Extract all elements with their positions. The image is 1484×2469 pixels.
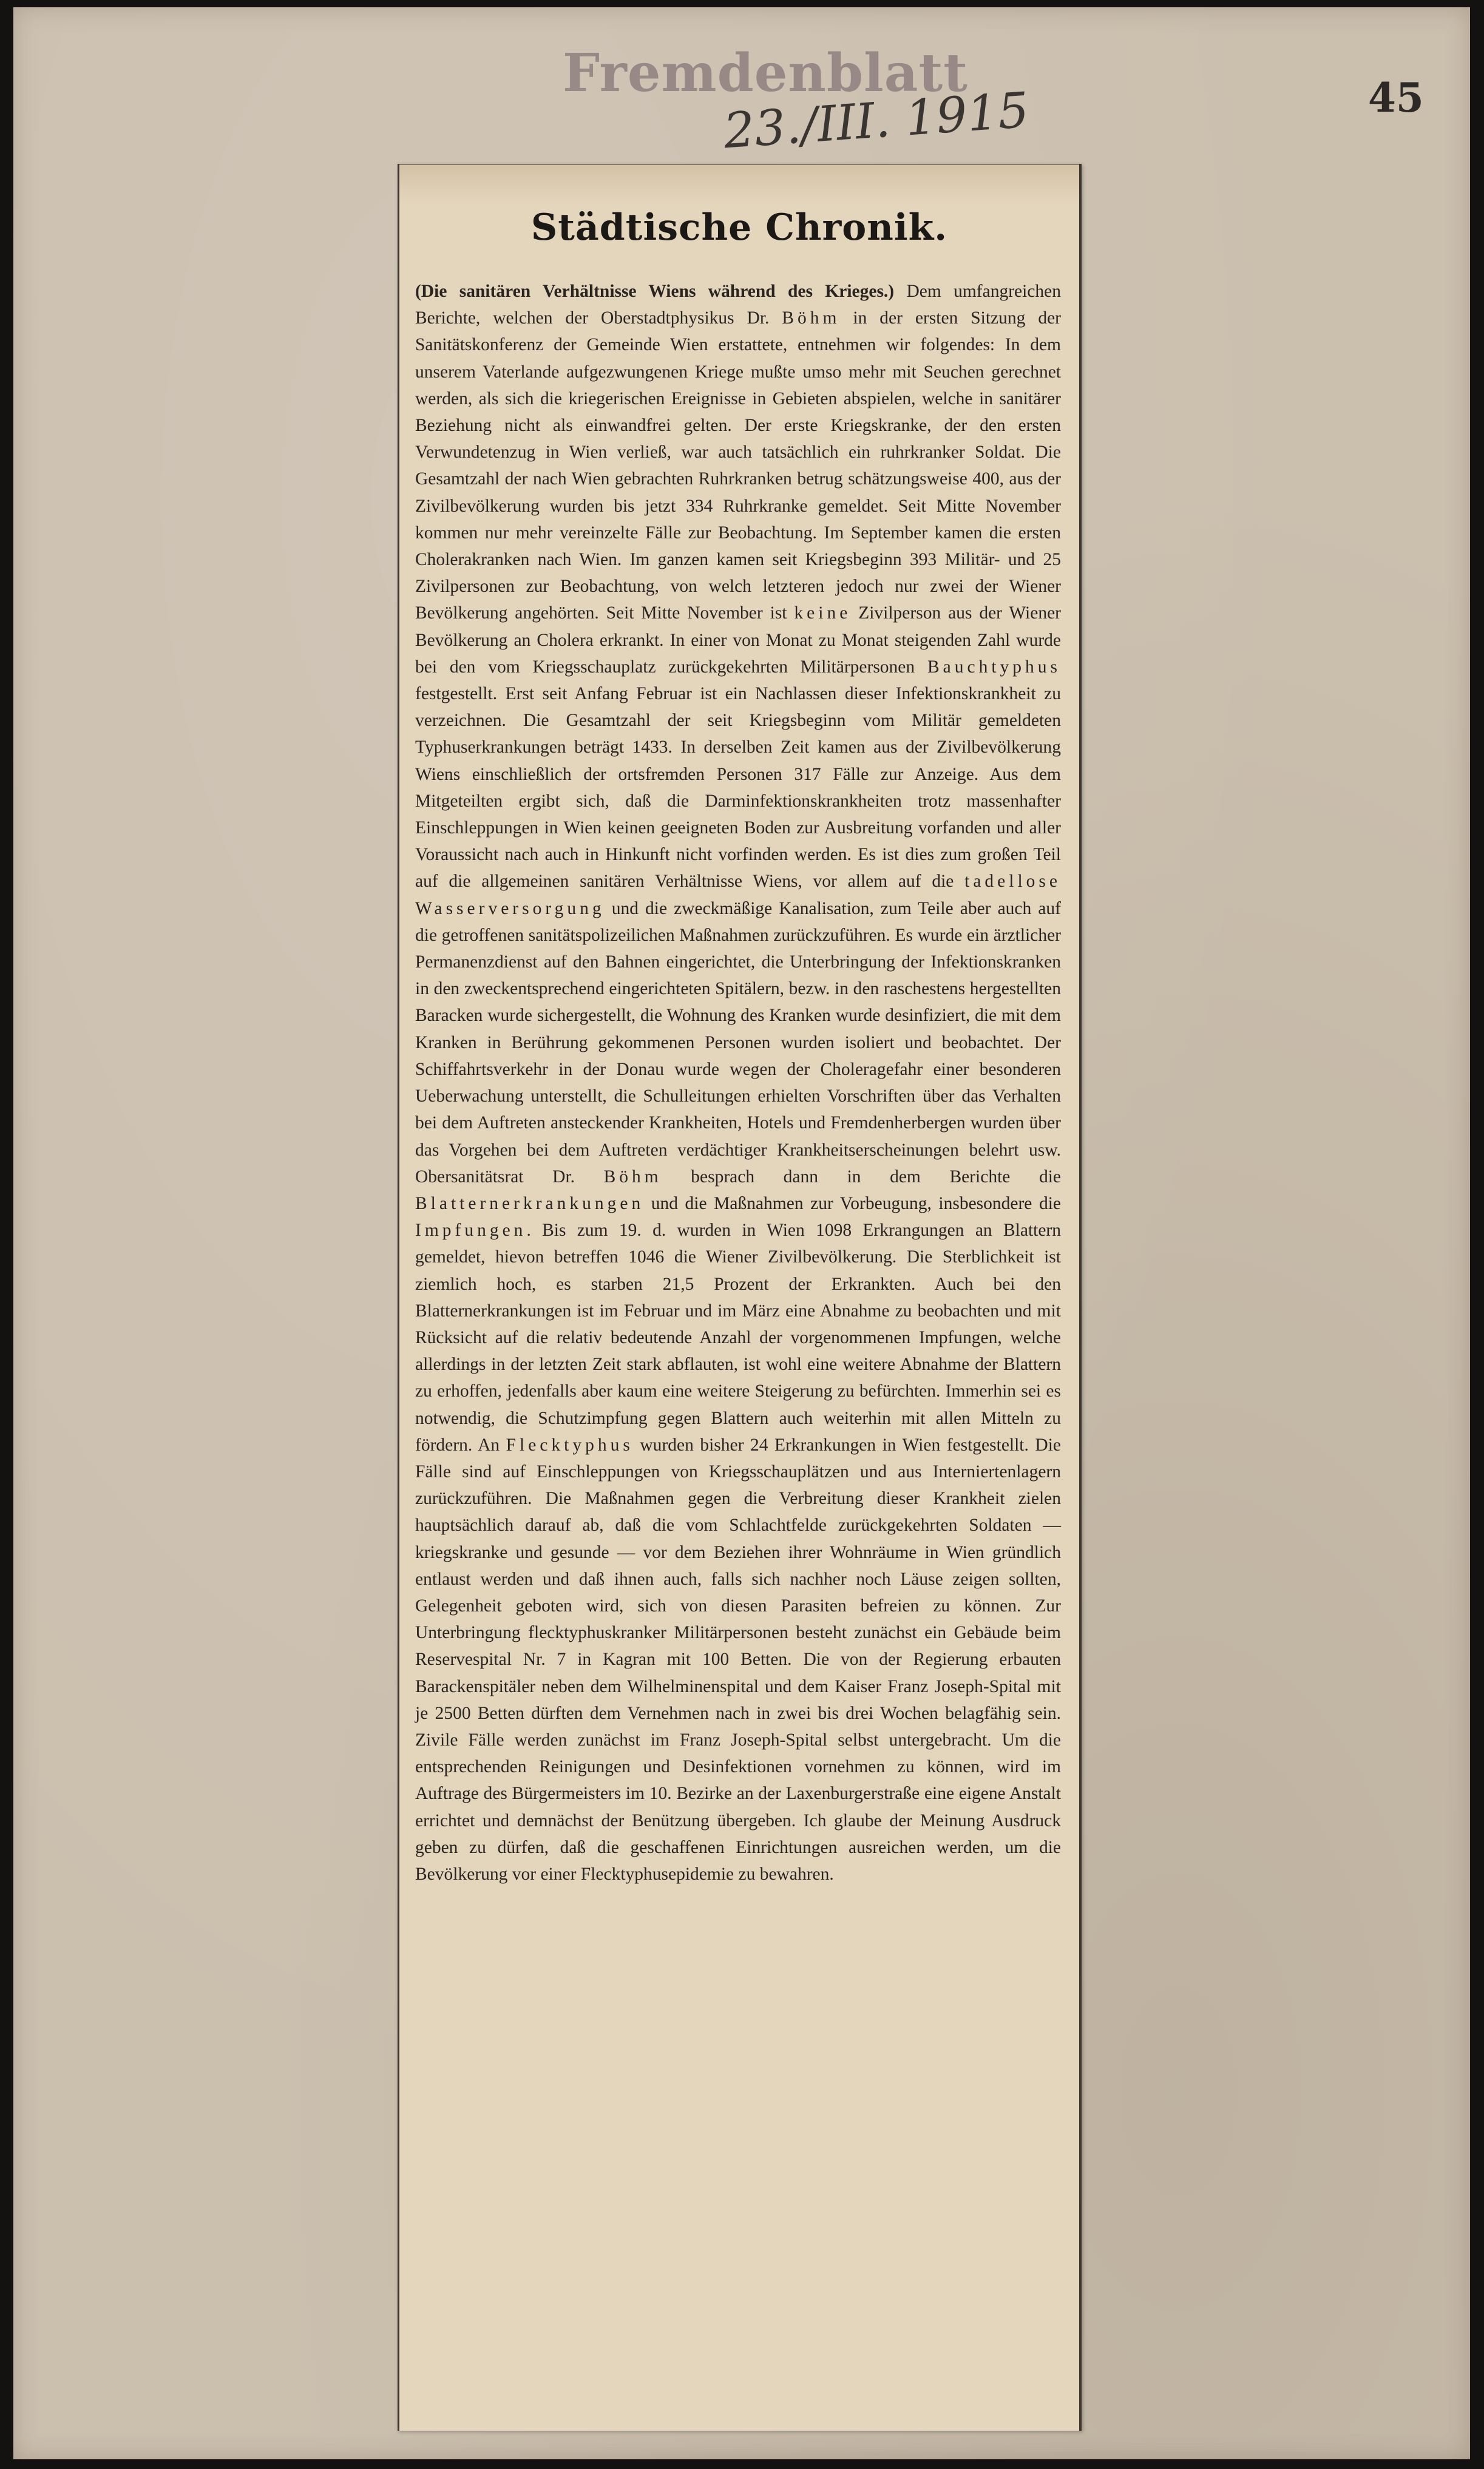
article-body-segment: festgestellt. Erst seit Anfang Februar ist ein Nachlassen dieser Infektionskrankheit zu verzeichnen. Die Gesamtzahl der seit Kriegsbeginn vom Militär gemeldeten Typhuserkrankungen beträgt 1433. In derselben Zeit kamen aus der Zivilbevölkerung Wiens einschließlich der ortsfremden Personen 317 Fälle zur Anzeige. Aus dem Mitgeteilten ergibt sich, daß die Darminfektionskrankheiten trotz massenhafter Einschleppungen in Wien keinen geeigneten Boden zur Ausbreitung vorfanden und aller Voraussicht nach auch in Hinkunft nicht vorfinden werden. Es ist dies zum großen Teil auf die allgemeinen sanitären Verhältnisse Wiens, vor allem auf die bbox=[415, 684, 1061, 892]
article-emphasis: Böhm bbox=[603, 1167, 662, 1187]
article-body-segment: in der ersten Sitzung der Sanitätskonferenz der Gemeinde Wien erstattete, entnehmen wir folgendes: In dem unserem Vaterlande aufgezwungenen Kriege mußte umso mehr mit Seuchen gerechnet werden, als sich die kriegerischen Ereignisse in Gebieten abspielen, welche in sanitärer Beziehung nicht als einwandfrei gelten. Der erste Kriegskranke, der den ersten Verwundetenzug in Wien verließ, war auch tatsächlich ein ruhrkranker Soldat. Die Gesamtzahl der nach Wien gebrachten Ruhrkranken betrug schätzungsweise 400, aus der Zivilbevölkerung wurden bis jetzt 334 Ruhrkranke gemeldet. Seit Mitte November kommen nur mehr vereinzelte Fälle zur Beobachtung. Im September kamen die ersten Cholerakranken nach Wien. Im ganzen kamen seit Kriegsbeginn 393 Militär- und 25 Zivilpersonen zur Beobachtung, von welch letzteren jedoch nur zwei der Wiener Bevölkerung angehörten. Seit Mitte November ist bbox=[415, 308, 1061, 623]
article-body-segment: Zivilperson aus der Wiener Bevölkerung an Cholera erkrankt. In einer von Monat zu Monat steigenden Zahl wurde bei den vom Kriegsschauplatz zurückgekehrten Militärpersonen bbox=[415, 603, 1061, 677]
article-emphasis: keine bbox=[794, 603, 852, 623]
article-body-segment: Dem umfangreichen Berichte, welchen der Oberstadtphysikus Dr. bbox=[415, 282, 1062, 328]
article-subheadline: (Die sanitären Verhältnisse Wiens während des Krieges.) bbox=[415, 282, 895, 301]
article-body-segment: und die zweckmäßige Kanalisation, zum Teile aber auch auf die getroffenen sanitätspolizeilichen Maßnahmen zurückzuführen. Es wurde ein ärztlicher Permanenzdienst auf den Bahnen eingerichtet, die Unterbringung der Infektionskranken in den zweckentsprechend eingerichteten Spitälern, bezw. in den raschestens hergestellten Baracken wurde sichergestellt, die Wohnung des Kranken wurde desinfiziert, die mit dem Kranken in Berührung gekommenen Personen wurden isoliert und beobachtet. Der Schiffahrtsverkehr in der Donau wurde wegen der Choleragefahr einer besonderen Ueberwachung unterstellt, die Schulleitungen erhielten Vorschriften über das Verhalten bei dem Auftreten ansteckender Krankheiten, Hotels und Fremdenherbergen wurden über das Vorgehen bei dem Auftreten verdächtiger Krankheitserscheinungen belehrt usw. Obersanitätsrat Dr. bbox=[415, 898, 1061, 1187]
article-text bbox=[415, 278, 1061, 1888]
article-emphasis: Bauchtyphus bbox=[927, 657, 1061, 677]
handwritten-date: 23./III. 1915 bbox=[722, 81, 1031, 160]
article-body-segment: und die Maßnahmen zur Vorbeugung, insbesondere die bbox=[644, 1193, 1061, 1213]
article-body-segment: . Bis zum 19. d. wurden in Wien 1098 Erkrangungen an Blattern gemeldet, hievon betreffen 1046 die Wiener Zivilbevölkerung. Die Sterblichkeit ist ziemlich hoch, es starben 21,5 Prozent der Erkrankten. Auch bei den Blatternerkrankungen ist im Februar und im März eine Abnahme zu beobachten und mit Rücksicht auf die relativ bedeutende Anzahl der vorgenommenen Impfungen, welche allerdings in der letzten Zeit stark abflauten, ist wohl eine weitere Abnahme der Blattern zu erhoffen, jedenfalls aber kaum eine weitere Steigerung zu befürchten. Immerhin sei es notwendig, die Schutzimpfung gegen Blattern auch weiterhin mit allen Mitteln zu fördern. An bbox=[415, 1221, 1061, 1455]
article-emphasis: Flecktyphus bbox=[506, 1435, 634, 1455]
article-emphasis: Impfungen bbox=[415, 1221, 527, 1241]
article-body-segment: besprach dann in dem Berichte die bbox=[662, 1167, 1061, 1187]
article-emphasis: Böhm bbox=[782, 308, 841, 328]
clipping-headline: Städtische Chronik. bbox=[530, 206, 948, 249]
newspaper-clipping bbox=[398, 164, 1082, 2431]
article-emphasis: Blatternerkrankungen bbox=[415, 1193, 645, 1213]
newspaper-stamp: Fremdenblatt bbox=[563, 42, 968, 104]
article-body-segment: wurden bisher 24 Erkrankungen in Wien festgestellt. Die Fälle sind auf Einschleppungen von Kriegsschauplätzen und aus Interniertenlagern zurückzuführen. Die Maßnahmen gegen die Verbreitung dieser Krankheit zielen hauptsächlich darauf ab, daß die vom Schlachtfelde zurückgekehrten Soldaten — kriegskranke und gesunde — vor dem Beziehen ihrer Wohnräume in Wien gründlich entlaust werden und daß ihnen auch, falls sich nachher noch Läuse zeigen sollten, Gelegenheit geboten wird, sich von diesen Parasiten befreien zu können. Zur Unterbringung flecktyphuskranker Militärpersonen besteht zunächst ein Gebäude beim Reservespital Nr. 7 in Kagran mit 100 Betten. Die von der Regierung erbauten Barackenspitäler neben dem Wilhelminenspital und dem Kaiser Franz Joseph-Spital mit je 2500 Betten dürften dem Vernehmen nach in zwei bis drei Wochen belagfähig sein. Zivile Fälle werden zunächst im Franz Joseph-Spital selbst untergebracht. Um die entsprechenden Reinigungen und Desinfektionen vornehmen zu können, wird im Auftrage des Bürgermeisters im 10. Bezirke an der Laxenburgerstraße eine eigene Anstalt errichtet und demnächst der Benützung übergeben. Ich glaube der Meinung Ausdruck geben zu dürfen, daß die geschaffenen Einrichtungen ausreichen werden, um die Bevölkerung vor einer Flecktyphusepidemie zu bewahren. bbox=[415, 1435, 1061, 1884]
clipping-edge bbox=[399, 164, 1079, 204]
page-number: 45 bbox=[1368, 74, 1424, 121]
article-emphasis: tadellose Wasserversorgung bbox=[415, 872, 1061, 918]
